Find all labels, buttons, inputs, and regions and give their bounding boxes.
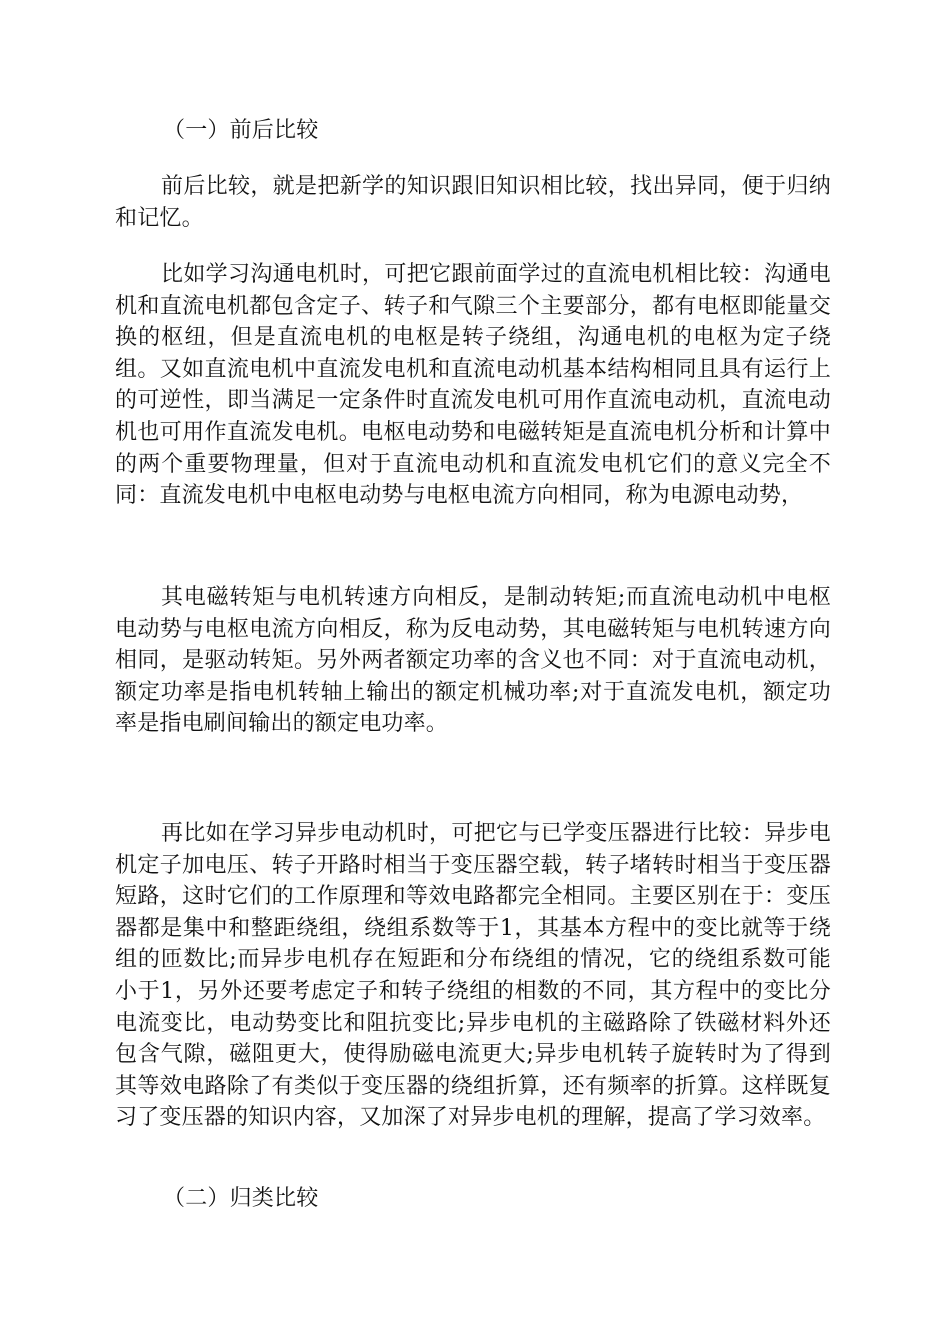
- paragraph-1: [115, 171, 831, 234]
- paragraph-4-text: 再比如在学习异步电动机时，可把它与已学变压器进行比较：异步电机定子加电压、转子开路时相当于变压器空载，转子堵转时相当于变压器短路，这时它们的工作原理和等效电路都完全相同。主要区别在于：变压器都是集中和整距绕组，绕组系数等于1，其基本方程中的变比就等于绕组的匝数比;而异步电机存在短距和分布绕组的情况，它的绕组系数可能小于1，另外还要考虑定子和转子绕组的相数的不同，其方程中的变比分电流变比，电动势变比和阻抗变比;异步电机的主磁路除了铁磁材料外还包含气隙，磁阻更大，使得励磁电流更大;异步电机转子旋转时为了得到其等效电路除了有类似于变压器的绕组折算，还有频率的折算。这样既复习了变压器的知识内容，又加深了对异步电机的理解，提高了学习效率。: [115, 821, 831, 1131]
- section-heading-1: [115, 116, 831, 146]
- paragraph-3: [115, 582, 831, 740]
- paragraph-3-text: 其电磁转矩与电机转速方向相反，是制动转矩;而直流电动机中电枢电动势与电枢电流方向相反，称为反电动势，其电磁转矩与电机转速方向相同，是驱动转矩。另外两者额定功率的含义也不同：对于直流电动机，额定功率是指电机转轴上输出的额定机械功率;对于直流发电机，额定功率是指电刷间输出的额定电功率。: [115, 585, 831, 737]
- section-heading-1-text: （一）前后比较: [163, 118, 319, 143]
- section-heading-2: [115, 1184, 831, 1214]
- paragraph-2-text: 比如学习沟通电机时，可把它跟前面学过的直流电机相比较：沟通电机和直流电机都包含定子、转子和气隙三个主要部分，都有电枢即能量交换的枢纽，但是直流电机的电枢是转子绕组，沟通电机的电枢为定子绕组。又如直流电机中直流发电机和直流电动机基本结构相同且具有运行上的可逆性，即当满足一定条件时直流发电机可用作直流电动机，直流电动机也可用作直流发电机。电枢电动势和电磁转矩是直流电机分析和计算中的两个重要物理量，但对于直流电动机和直流发电机它们的意义完全不同：直流发电机中电枢电动势与电枢电流方向相同，称为电源电动势，: [115, 262, 831, 509]
- section-heading-2-text: （二）归类比较: [163, 1186, 319, 1211]
- paragraph-1-text: 前后比较，就是把新学的知识跟旧知识相比较，找出异同，便于归纳和记忆。: [115, 174, 831, 231]
- paragraph-2: [115, 259, 831, 512]
- paragraph-4: [115, 818, 831, 1134]
